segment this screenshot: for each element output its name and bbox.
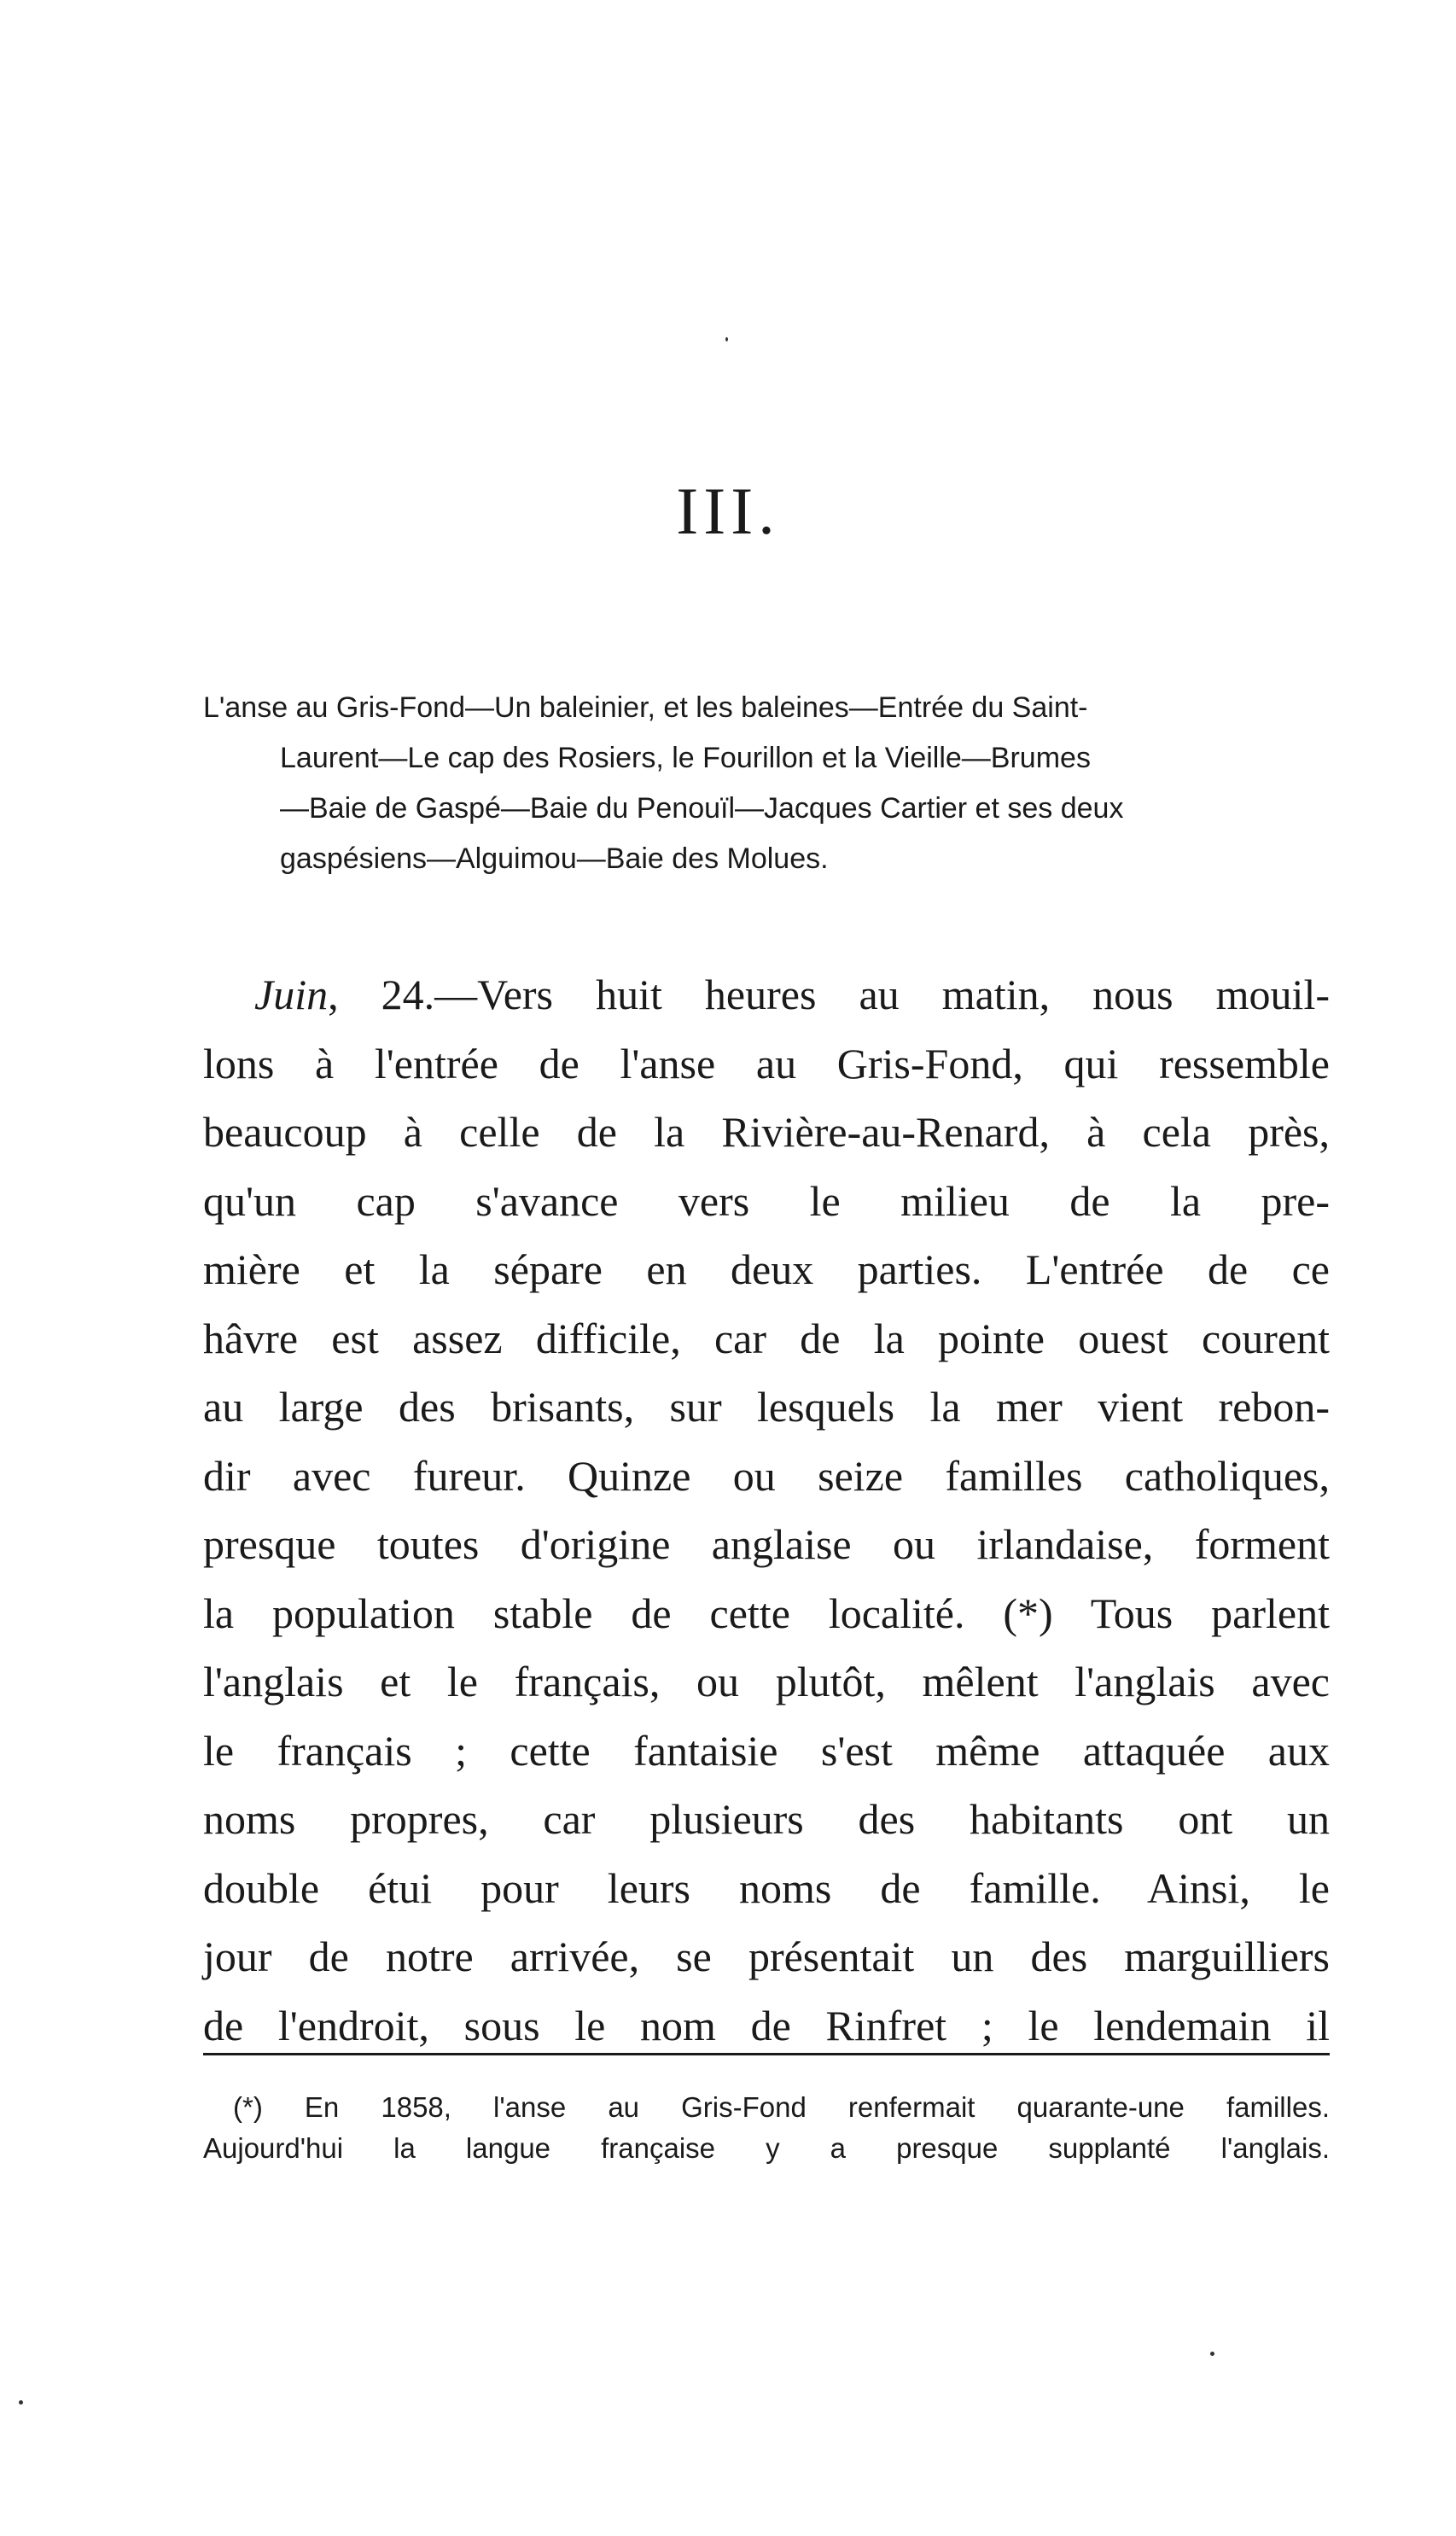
ink-speck <box>725 337 728 341</box>
body-line: le français ; cette fantaisie s'est même attaquée aux <box>203 1726 1330 1775</box>
body-line: de l'endroit, sous le nom de Rinfret ; le lendemain il <box>203 2001 1330 2049</box>
body-line: au large des brisants, sur lesquels la mer vient rebon- <box>203 1383 1330 1431</box>
footnote-line: (*) En 1858, l'anse au Gris-Fond renfermait quarante-une familles. <box>233 2091 1330 2123</box>
body-line: beaucoup à celle de la Rivière-au-Renard, à cela près, <box>203 1108 1330 1156</box>
body-line: la population stable de cette localité. (*) Tous parlent <box>203 1589 1330 1637</box>
body-line: lons à l'entrée de l'anse au Gris-Fond, qui ressemble <box>203 1039 1330 1087</box>
summary-line: gaspésiens—Alguimou—Baie des Molues. <box>280 842 829 875</box>
chapter-summary <box>203 683 1330 884</box>
body-line: double étui pour leurs noms de famille. Ainsi, le <box>203 1863 1330 1912</box>
body-line <box>203 960 1330 1029</box>
body-line: l'anglais et le français, ou plutôt, mêlent l'anglais avec <box>203 1658 1330 1705</box>
body-line: hâvre est assez difficile, car de la pointe ouest courent <box>203 1314 1330 1362</box>
body-line: qu'un cap s'avance vers le milieu de la pre- <box>203 1176 1330 1225</box>
summary-line: —Baie de Gaspé—Baie du Penouïl—Jacques Cartier et ses deux <box>280 792 1124 825</box>
entry-date: Juin <box>254 971 329 1018</box>
body-text <box>203 960 1330 2060</box>
ink-speck <box>19 2400 23 2405</box>
body-line: jour de notre arrivée, se présentait un des marguilliers <box>203 1933 1330 1980</box>
body-line-rest: , 24.—Vers huit heures au matin, nous mouil- <box>328 971 1330 1018</box>
body-line: dir avec fureur. Quinze ou seize familles catholiques, <box>203 1451 1330 1500</box>
body-line: mière et la sépare en deux parties. L'entrée de ce <box>203 1245 1330 1293</box>
footnote-line: Aujourd'hui la langue française y a presque supplanté l'anglais. <box>203 2132 1330 2164</box>
body-line: noms propres, car plusieurs des habitants ont un <box>203 1795 1330 1843</box>
chapter-number: III. <box>676 474 780 548</box>
summary-line: L'anse au Gris-Fond—Un baleinier, et les baleines—Entrée du Saint- <box>203 691 1088 724</box>
footnote <box>203 2087 1330 2169</box>
body-line: presque toutes d'origine anglaise ou irlandaise, forment <box>203 1520 1330 1568</box>
footnote-divider <box>203 2053 1330 2055</box>
summary-line: Laurent—Le cap des Rosiers, le Fourillon et la Vieille—Brumes <box>280 742 1091 774</box>
ink-speck <box>1210 2352 1214 2356</box>
